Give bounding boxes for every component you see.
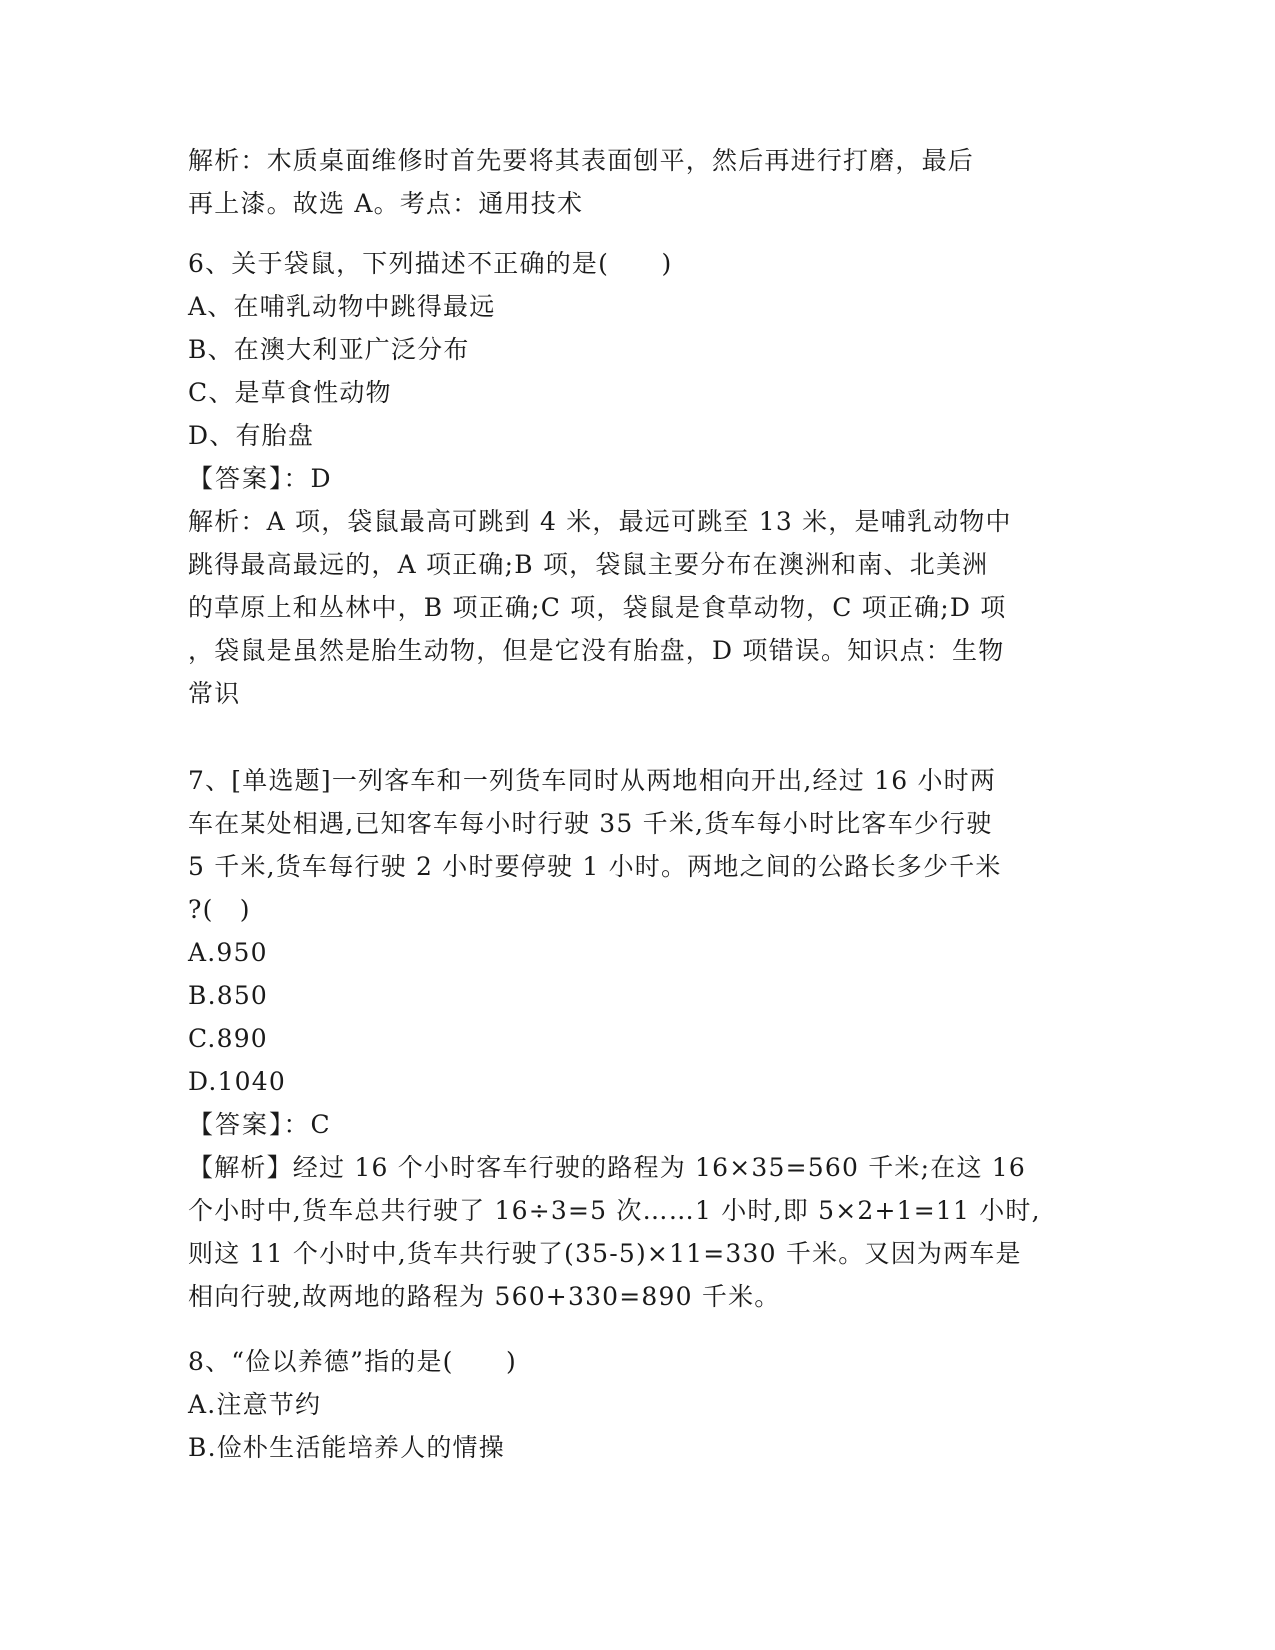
option-a: A.950: [188, 938, 268, 967]
explanation-line: 则这 11 个小时中,货车共行驶了(35-5)×11=330 千米。又因为两车是: [188, 1239, 1022, 1268]
explanation-line: 个小时中,货车总共行驶了 16÷3=5 次……1 小时,即 5×2+1=11 小时,: [188, 1196, 1041, 1225]
option-b: B、在澳大利亚广泛分布: [188, 335, 470, 364]
text-line: 解析：木质桌面维修时首先要将其表面刨平，然后再进行打磨，最后: [188, 146, 975, 175]
explanation-line: ，袋鼠是虽然是胎生动物，但是它没有胎盘，D 项错误。知识点：生物: [188, 636, 1005, 665]
question-stem: 5 千米,货车每行驶 2 小时要停驶 1 小时。两地之间的公路长多少千米: [188, 852, 1002, 881]
question-stem: 车在某处相遇,已知客车每小时行驶 35 千米,货车每小时比客车少行驶: [188, 809, 993, 838]
question-stem: ?( ): [188, 895, 251, 924]
answer-line: 【答案】：C: [188, 1110, 332, 1139]
explanation-line: 跳得最高最远的，A 项正确;B 项，袋鼠主要分布在澳洲和南、北美洲: [188, 550, 989, 579]
option-d: D.1040: [188, 1067, 286, 1096]
option-a: A、在哺乳动物中跳得最远: [188, 292, 496, 321]
explanation-line: 常识: [188, 679, 241, 708]
answer-line: 【答案】：D: [188, 464, 333, 493]
question-7-block: [188, 759, 1088, 1318]
option-c: C.890: [188, 1024, 268, 1053]
question-8-block: [188, 1340, 1088, 1469]
question-stem: 8、“俭以养德”指的是( ): [188, 1347, 517, 1376]
option-c: C、是草食性动物: [188, 378, 392, 407]
option-a: A.注意节约: [188, 1390, 322, 1419]
explanation-line: 解析：A 项，袋鼠最高可跳到 4 米，最远可跳至 13 米，是哺乳动物中: [188, 507, 1012, 536]
option-b: B.850: [188, 981, 269, 1010]
text-line: 再上漆。故选 A。考点：通用技术: [188, 189, 584, 218]
question-stem: 7、[单选题]一列客车和一列货车同时从两地相向开出,经过 16 小时两: [188, 766, 997, 795]
option-b: B.俭朴生活能培养人的情操: [188, 1433, 505, 1462]
question-6-block: [188, 242, 1088, 715]
question-stem: 6、关于袋鼠，下列描述不正确的是( ): [188, 249, 673, 278]
explanation-line: 的草原上和丛林中，B 项正确;C 项，袋鼠是食草动物，C 项正确;D 项: [188, 593, 1007, 622]
option-d: D、有胎盘: [188, 421, 315, 450]
explanation-block: [188, 139, 1088, 225]
explanation-line: 【解析】经过 16 个小时客车行驶的路程为 16×35=560 千米;在这 16: [188, 1153, 1027, 1182]
explanation-line: 相向行驶,故两地的路程为 560+330=890 千米。: [188, 1282, 781, 1311]
